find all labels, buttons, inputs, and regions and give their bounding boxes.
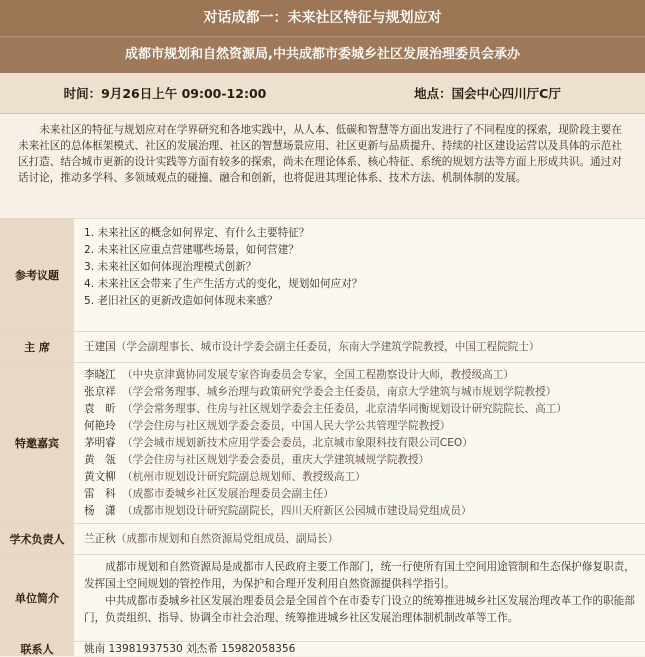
guest-item bbox=[84, 384, 635, 401]
contact-value: 姚南 13981937530 刘杰希 15982058356 bbox=[74, 642, 645, 656]
topics-list bbox=[74, 219, 645, 331]
guest-desc: （学会住房与社区规划学委会委员，重庆大学建筑城规学院教授） bbox=[122, 454, 430, 466]
contact-row bbox=[0, 641, 645, 656]
place-text: 地点：国会中心四川厅C厅 bbox=[414, 86, 561, 101]
academic-row bbox=[0, 523, 645, 554]
guest-desc: （中央京津冀协同发展专家咨询委员会专家，全国工程勘察设计大师，教授级高工） bbox=[122, 369, 514, 381]
guest-desc: （学会常务理事、城乡治理与政策研究学委会主任委员，南京大学建筑与城市规划学院教授） bbox=[122, 386, 557, 398]
guest-name: 雷 科 bbox=[84, 488, 116, 500]
guest-name: 茅明睿 bbox=[84, 437, 116, 449]
guest-item bbox=[84, 435, 635, 452]
organizers-line: 成都市规划和自然资源局,中共成都市委城乡社区发展治理委员会承办 bbox=[0, 36, 645, 73]
topic-item: 2. 未来社区应重点营建哪些场景，如何营建？ bbox=[84, 244, 299, 256]
guest-name: 何艳玲 bbox=[84, 420, 116, 432]
academic-name: 兰正秋 bbox=[84, 532, 116, 545]
unit-paragraph: 成都市规划和自然资源局是成都市人民政府主要工作部门，统一行使所有国土空间用途管制和生态保护修复职责，发挥国土空间规划的管控作用，为保护和合理开发利用自然资源提供科学指引。 bbox=[84, 561, 635, 590]
guest-name: 黄 瓴 bbox=[84, 454, 116, 466]
guest-item bbox=[84, 367, 635, 384]
guest-name: 杨 潇 bbox=[84, 505, 116, 517]
guests-label: 特邀嘉宾 bbox=[0, 363, 74, 523]
guest-item bbox=[84, 503, 635, 520]
guest-desc: （学会住房与社区规划学委会委员，中国人民大学公共管理学院教授） bbox=[122, 420, 451, 432]
academic-label: 学术负责人 bbox=[0, 524, 74, 554]
topic-item: 4. 未来社区会带来了生产生活方式的变化，规划如何应对？ bbox=[84, 278, 363, 290]
topics-label: 参考议题 bbox=[0, 219, 74, 331]
guest-name: 张京祥 bbox=[84, 386, 116, 398]
unit-row bbox=[0, 554, 645, 641]
time-text: 时间：9月26日上午 09:00-12:00 bbox=[63, 86, 267, 101]
topic-item: 1. 未来社区的概念如何界定、有什么主要特征？ bbox=[84, 227, 310, 239]
host-value bbox=[74, 332, 645, 362]
host-row bbox=[0, 331, 645, 362]
guests-row bbox=[0, 362, 645, 523]
guest-item bbox=[84, 486, 635, 503]
guest-desc: （成都市委城乡社区发展治理委员会副主任） bbox=[122, 488, 334, 500]
unit-label: 单位简介 bbox=[0, 555, 74, 641]
guest-item bbox=[84, 469, 635, 486]
guest-name: 黄文柳 bbox=[84, 471, 116, 483]
time-place-bar bbox=[0, 73, 645, 114]
intro-paragraph: 未来社区的特征与规划应对在学界研究和各地实践中，从人本、低碳和智慧等方面出发进行了不同程度的探索，现阶段主要在未来社区的总体框架模式、社区的发展治理、社区的智慧场景应用、社区更新与品质提升、持续的社区建设运营以及具体的示范社区打造、结合城市更新的设计实践等方面有较多的探索，尚未在理论体系、核心特征、系统的规划方法等方面上形成共识。通过对话讨论，推动多学科、多领域观点的碰撞、融合和创新，也将促进其理论体系、技术方法、机制体制的发展。 bbox=[0, 114, 645, 218]
host-desc: （学会副理事长、城市设计学委会副主任委员，东南大学建筑学院教授，中国工程院院士） bbox=[115, 340, 540, 353]
page-title: 对话成都一：未来社区特征与规划应对 bbox=[0, 0, 645, 36]
guest-item bbox=[84, 401, 635, 418]
guest-desc: （杭州市规划设计研究院副总规划师、教授级高工） bbox=[122, 471, 366, 483]
topic-item: 5. 老旧社区的更新改造如何体现未来感？ bbox=[84, 295, 278, 307]
guest-name: 袁 昕 bbox=[84, 403, 116, 415]
guest-item bbox=[84, 418, 635, 435]
guest-name: 李晓江 bbox=[84, 369, 116, 381]
guests-list bbox=[74, 363, 645, 523]
unit-paragraph: 中共成都市委城乡社区发展治理委员会是全国首个在市委专门设立的统筹推进城乡社区发展治理改革工作的职能部门，负责组织、指导、协调全市社会治理、统筹推进城乡社区发展治理体制机制改革等工作。 bbox=[84, 595, 635, 624]
guest-item bbox=[84, 452, 635, 469]
host-label: 主 席 bbox=[0, 332, 74, 362]
guest-desc: （学会城市规划新技术应用学委会委员，北京城市象限科技有限公司CEO） bbox=[122, 437, 473, 449]
academic-value bbox=[74, 524, 645, 554]
guest-desc: （成都市规划设计研究院副院长，四川天府新区公园城市建设局党组成员） bbox=[122, 505, 472, 517]
guest-desc: （学会常务理事、住房与社区规划学委会主任委员，北京清华同衡规划设计研究院院长、高工） bbox=[122, 403, 567, 415]
topic-item: 3. 未来社区如何体现治理模式创新？ bbox=[84, 261, 257, 273]
host-name: 王建国 bbox=[84, 340, 116, 353]
topics-row bbox=[0, 218, 645, 331]
unit-text bbox=[74, 555, 645, 641]
academic-desc: （成都市规划和自然资源局党组成员、副局长） bbox=[115, 532, 339, 545]
contact-label: 联系人 bbox=[0, 642, 74, 656]
